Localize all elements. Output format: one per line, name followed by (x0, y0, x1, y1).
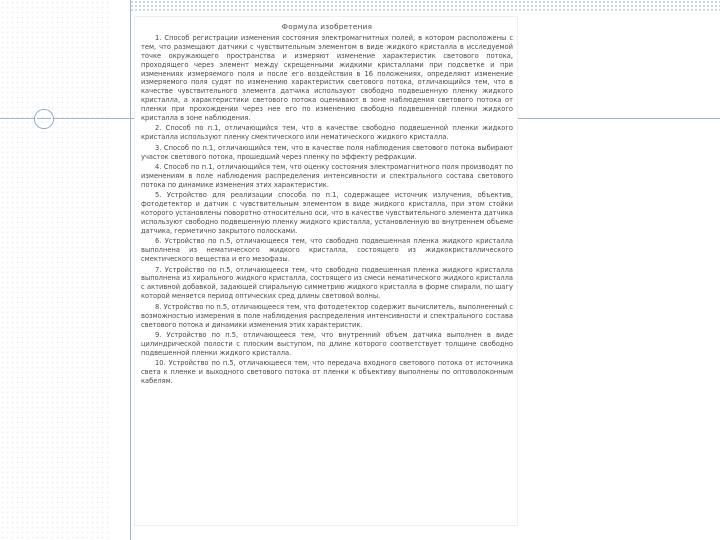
claim-paragraph: 3. Способ по п.1, отличающийся тем, что в качестве поля наблюдения светового потока выбирают участок светового потока, прошедший через пленку по эффекту рефракции. (141, 143, 513, 161)
claim-paragraph: 9. Устройство по п.5, отличающееся тем, что внутренний объем датчика выполнен в виде цилиндрической полости с плоским выступом, по длине которого соответствует толщине свободно подвешенной пленки жидкого кристалла. (141, 330, 513, 357)
vertical-guide-line (130, 0, 131, 540)
claim-paragraph: 6. Устройство по п.5, отличающееся тем, что свободно подвешенная пленка жидкого кристалла выполнена из нематического жидкого кристалла, состоящего из жидкокристаллического смектического вещества и его мезофазы. (141, 237, 513, 264)
document-page (135, 17, 517, 525)
claim-paragraph: 4. Способ по п.1, отличающийся тем, что оценку состояния электромагнитного поля производят по изменениям в поле наблюдения распределения интенсивности и спектрального состава светового потока по динамике изменения этих характеристик. (141, 163, 513, 189)
document-title: Формула изобретения (281, 22, 373, 31)
claim-paragraph: 8. Устройство по п.5, отличающееся тем, что фотодетектор содержит вычислитель, выполненный с возможностью измерения в поле наблюдения распределения интенсивности и спектрального состава светового потока и динамики изменения этих характеристик. (141, 302, 513, 329)
claim-paragraph: 5. Устройство для реализации способа по п.1, содержащее источник излучения, объектив, фотодетектор и датчик с чувствительным элементом в виде жидкого кристалла, при этом стойки которого установлены поворотно относительно оси, что в качестве чувствительного элемента датчика используют свободно подвешенную пленку жидкого кристалла, установленную во внутреннем объеме датчика, герметично закрытого полосками. (141, 191, 513, 235)
crosshair-ring-icon (35, 110, 53, 128)
claim-paragraph: 7. Устройство по п.5, отличающееся тем, что свободно подвешенная пленка жидкого кристалла выполнена из хирального жидкого кристалла, состоящего из смеси нематического жидкого кристалла с активной добавкой, задающей спиральную симметрию жидкого кристалла в форме спирали, по шагу которой меняется период оптических сред длины световой волны. (141, 265, 513, 301)
dotted-band-top (130, 0, 720, 13)
dotted-background-left (0, 0, 110, 540)
claim-paragraph: 10. Устройство по п.5, отличающееся тем, что передача входного светового потока от источника света к пленке и выходного светового потока от пленки к объективу выполнены по оптоволоконным кабелям. (141, 359, 513, 385)
claim-paragraph: 2. Способ по п.1, отличающийся тем, что в качестве свободно подвешенной пленки жидкого кристалла используют пленку смектического или нематического жидкого кристалла. (141, 124, 513, 142)
claim-paragraph: 1. Способ регистрации изменения состояния электромагнитных полей, в котором расположены с тем, что размещают датчики с чувствительным элементом в виде жидкого кристалла в исследуемой точке окружающего пространства и измеряют изменение характеристик светового потока, проходящего через элемент между скрещенными жидкими кристаллами при подсветке и при изменениях измеряемого поля и после его воздействия в 16 положениях, определяют изменение измеряемого поля судят по изменению характеристик светового потока, отличающийся тем, что в качестве чувствительного элемента датчика используют свободно подвешенную пленку жидкого кристалла, а характеристики светового потока оценивают в зоне наблюдения светового потока от пленки при прохождении через нее его по изменению свободно подвешенной пленки жидкого кристалла в зоне наблюдения. (141, 33, 513, 123)
